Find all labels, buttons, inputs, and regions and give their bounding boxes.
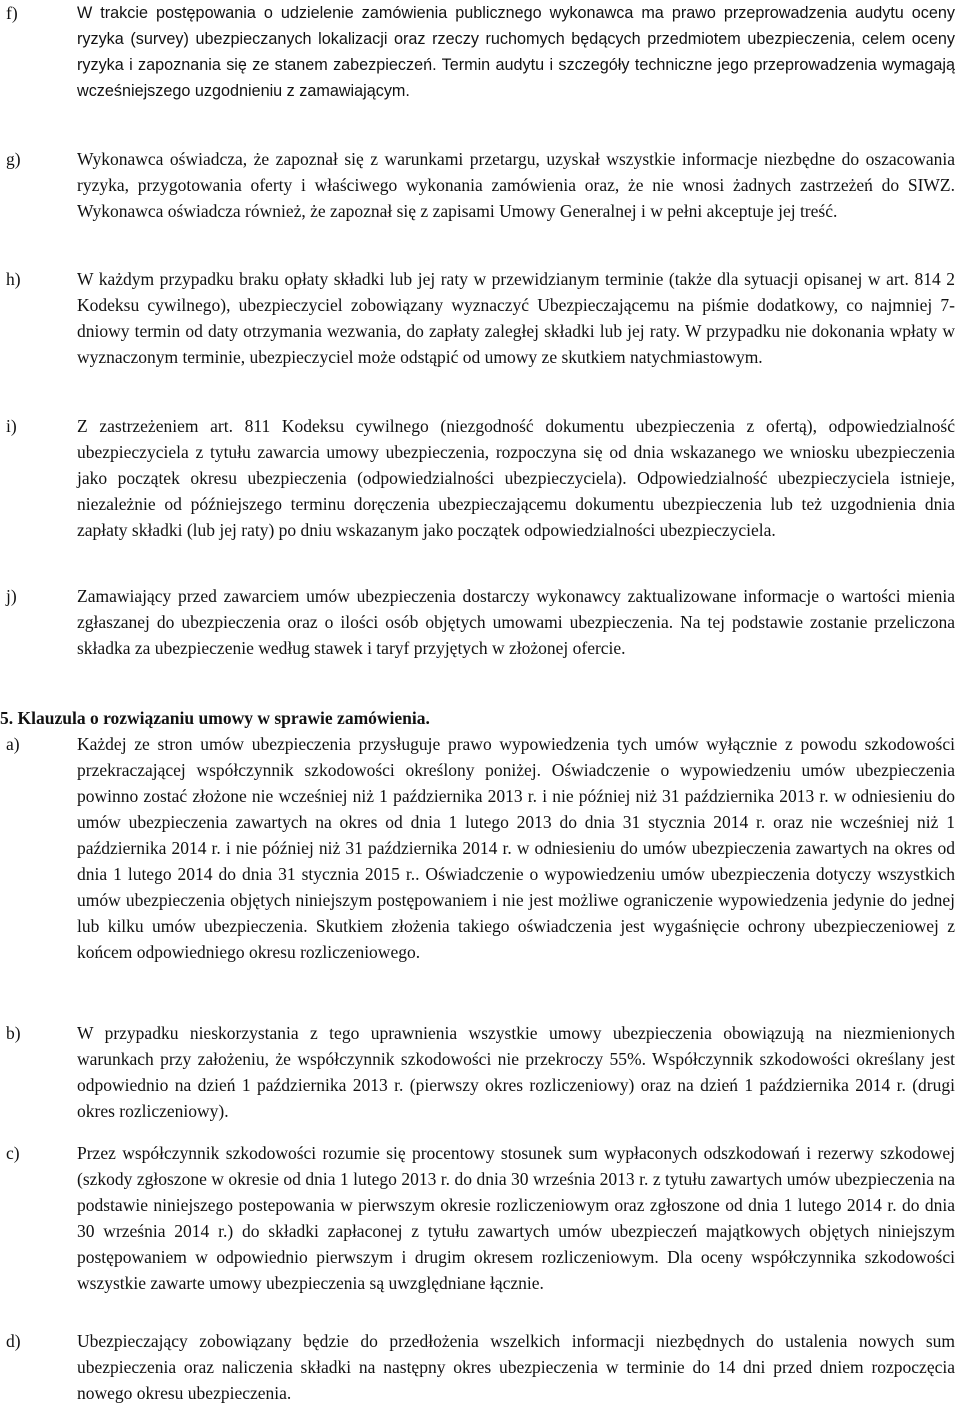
list-marker: c) — [6, 1143, 20, 1163]
list-marker: a) — [6, 734, 20, 754]
paragraph-text: W przypadku nieskorzystania z tego uprawnienia wszystkie umowy ubezpieczenia obowiązują na niezmienionych warunkach przy założeniu, że współczynnik szkodowości nie przekroczy 55%. Współczynnik szkodowości określany jest odpowiednio na dzień 1 października 2013 r. (pierwszy okres rozliczeniowy) oraz na dzień 1 października 2014 r. (drugi okres rozliczeniowy). — [77, 1023, 955, 1121]
list-marker: j) — [6, 586, 17, 606]
paragraph-text: Z zastrzeżeniem art. 811 Kodeksu cywilnego (niezgodność dokumentu ubezpieczenia z ofertą), odpowiedzialność ubezpieczyciela z tytułu zawarcia umowy ubezpieczenia, rozpoczyna się od dnia wskazanego we wniosku ubezpieczenia jako początek okresu ubezpieczenia (odpowiedzialności ubezpieczyciela). Odpowiedzialność ubezpieczyciela istnieje, niezależnie od późniejszego terminu doręczenia ubezpieczającemu dokumentu ubezpieczenia lub też uzgodnienia dnia zapłaty składki (lub jej raty) po dniu wskazanym jako początek odpowiedzialności ubezpieczyciela. — [77, 416, 955, 540]
paragraph-text: W każdym przypadku braku opłaty składki lub jej raty w przewidzianym terminie (także dla sytuacji opisanej w art. 814 2 Kodeksu cywilnego), ubezpieczyciel zobowiązany wyznaczyć Ubezpieczającemu na piśmie dodatkowy, co najmniej 7-dniowy termin od daty otrzymania wezwania, do zapłaty zaległej składki lub jej raty. W przypadku nie dokonania wpłaty w wyznaczonym terminie, ubezpieczyciel może odstąpić od umowy ze skutkiem natychmiastowym. — [77, 269, 955, 367]
section-heading: 5. Klauzula o rozwiązaniu umowy w sprawie zamówienia. — [0, 708, 430, 728]
paragraph-text: W trakcie postępowania o udzielenie zamówienia publicznego wykonawca ma prawo przeprowadzenia audytu oceny ryzyka (survey) ubezpieczanych lokalizacji oraz rzeczy ruchomych będących przedmiotem ubezpieczenia, celem oceny ryzyka i zapoznania się ze stanem zabezpieczeń. Termin audytu i szczegóły techniczne jego przeprowadzenia wymagają wcześniejszego uzgodnieniu z zamawiającym. — [77, 4, 955, 100]
list-marker: d) — [6, 1331, 21, 1351]
paragraph-text: Wykonawca oświadcza, że zapoznał się z warunkami przetargu, uzyskał wszystkie informacje niezbędne do oszacowania ryzyka, przygotowania oferty i właściwego wykonania zamówienia oraz, że nie wnosi żadnych zastrzeżeń do SIWZ. Wykonawca oświadcza również, że zapoznał się z zapisami Umowy Generalnej i w pełni akceptuje jej treść. — [77, 149, 955, 221]
list-marker: g) — [6, 149, 21, 169]
paragraph-text: Zamawiający przed zawarciem umów ubezpieczenia dostarczy wykonawcy zaktualizowane informacje o wartości mienia zgłaszanej do ubezpieczenia oraz o ilości osób objętych umowami ubezpieczenia. Na tej podstawie zostanie przeliczona składka za ubezpieczenie według stawek i taryf przyjętych w złożonej ofercie. — [77, 586, 955, 658]
list-marker: b) — [6, 1023, 21, 1043]
list-marker: f) — [6, 3, 18, 23]
list-marker: i) — [6, 416, 17, 436]
list-marker: h) — [6, 269, 21, 289]
paragraph-text: Każdej ze stron umów ubezpieczenia przysługuje prawo wypowiedzenia tych umów wyłącznie z powodu szkodowości przekraczającej współczynnik szkodowości określony poniżej. Oświadczenie o wypowiedzeniu umów ubezpieczenia powinno zostać złożone nie wcześniej niż 1 października 2013 r. i nie później niż 31 października 2013 r. w odniesieniu do umów ubezpieczenia zawartych na okres od dnia 1 lutego 2013 do dnia 31 stycznia 2014 r. oraz nie wcześniej niż 1 października 2014 r. i nie później niż 31 października 2014 r. w odniesieniu do umów ubezpieczenia zawartych na okres od dnia 1 lutego 2014 do dnia 31 stycznia 2015 r.. Oświadczenie o wypowiedzeniu umów ubezpieczenia dotyczy wszystkich umów ubezpieczenia objętych niniejszym postępowaniem i nie jest możliwe ograniczenie wypowiedzenia jedynie do jednej lub kilku umów ubezpieczenia. Skutkiem złożenia takiego oświadczenia jest wygaśnięcie ochrony ubezpieczeniowej z końcem odpowiedniego okresu rozliczeniowego. — [77, 734, 955, 962]
paragraph-text: Przez współczynnik szkodowości rozumie się procentowy stosunek sum wypłaconych odszkodowań i rezerwy szkodowej (szkody zgłoszone w okresie od dnia 1 lutego 2013 r. do dnia 30 września 2013 r. z tytułu zawartych umów ubezpieczenia na podstawie niniejszego postepowania w pierwszym okresie rozliczeniowym oraz zgłoszone od dnia 1 lutego 2014 r. do dnia 30 września 2014 r.) do składki zapłaconej z tytułu zawartych umów ubezpieczeń majątkowych objętych niniejszym postępowaniem w odpowiednio pierwszym i drugim okresem rozliczeniowym. Dla oceny współczynnika szkodowości wszystkie zawarte umowy ubezpieczenia są uwzględniane łącznie. — [77, 1143, 955, 1293]
paragraph-text: Ubezpieczający zobowiązany będzie do przedłożenia wszelkich informacji niezbędnych do ustalenia nowych sum ubezpieczenia oraz naliczenia składki na następny okres ubezpieczenia w terminie do 14 dni przed dniem rozpoczęcia nowego okresu ubezpieczenia. — [77, 1331, 955, 1403]
